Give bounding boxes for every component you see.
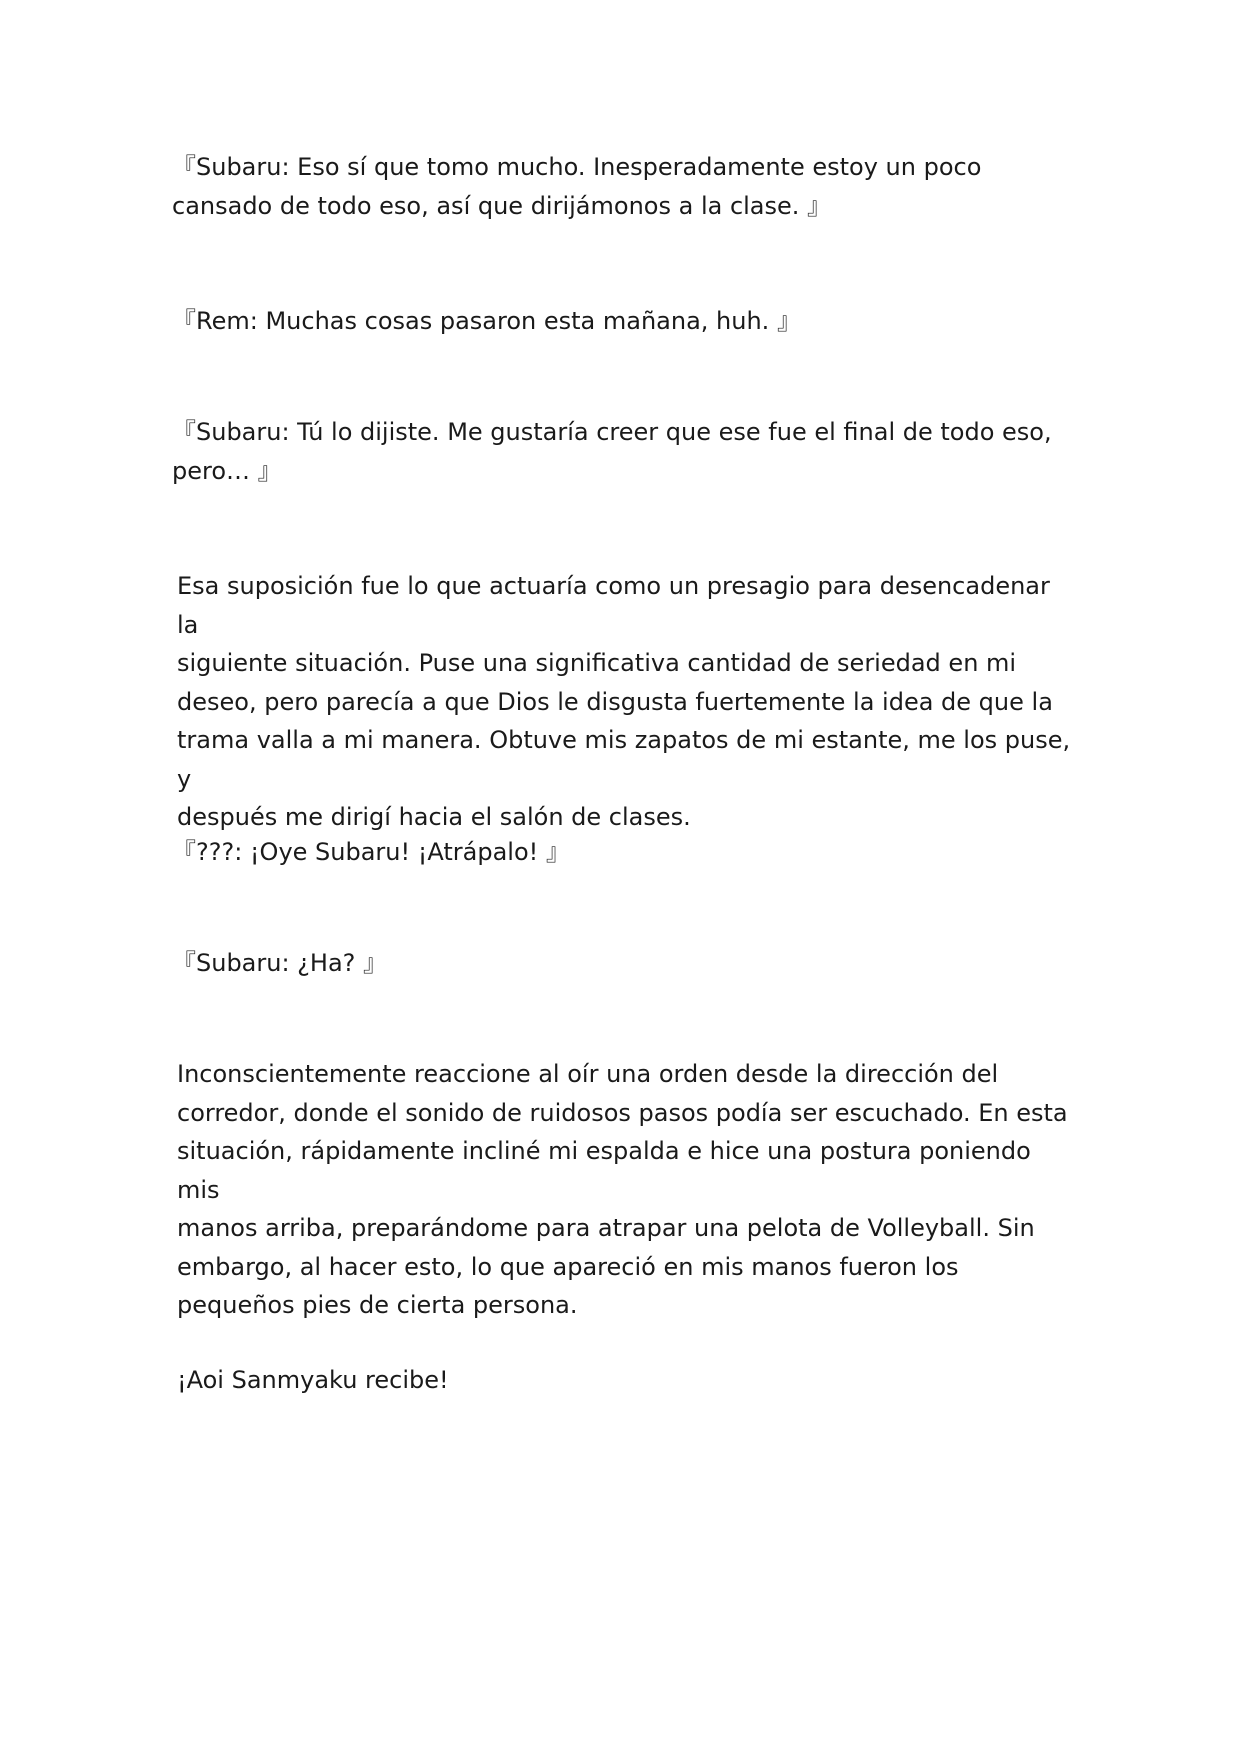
dialogue-paragraph: 『Subaru: ¿Ha? 』 xyxy=(172,949,388,977)
dialogue-paragraph: 『Subaru: Eso sí que tomo mucho. Inesperadamente estoy un poco cansado de todo eso, así que dirijámonos a la clase. 』 xyxy=(172,153,982,220)
dialogue-paragraph: 『???: ¡Oye Subaru! ¡Atrápalo! 』 xyxy=(172,838,570,866)
narrative-paragraph: ¡Aoi Sanmyaku recibe! xyxy=(177,1366,449,1394)
narrative-paragraph: Esa suposición fue lo que actuaría como un presagio para desencadenar la siguiente situación. Puse una significativa cantidad de seriedad en mi deseo, pero parecía a que Dios le disgusta fuertemente la idea de que la trama valla a mi manera. Obtuve mis zapatos de mi estante, me los puse, y después me dirigí hacia el salón de clases. xyxy=(177,572,1071,831)
dialogue-paragraph: 『Rem: Muchas cosas pasaron esta mañana, huh. 』 xyxy=(172,307,801,335)
narrative-paragraph: Inconscientemente reaccione al oír una orden desde la dirección del corredor, donde el sonido de ruidosos pasos podía ser escuchado. En esta situación, rápidamente incliné mi espalda e hice una postura poniendo mis manos arriba, preparándome para atrapar una pelota de Volleyball. Sin embargo, al hacer esto, lo que apareció en mis manos fueron los pequeños pies de cierta persona. xyxy=(177,1060,1068,1319)
dialogue-paragraph: 『Subaru: Tú lo dijiste. Me gustaría creer que ese fue el final de todo eso, pero… 』 xyxy=(172,418,1052,485)
